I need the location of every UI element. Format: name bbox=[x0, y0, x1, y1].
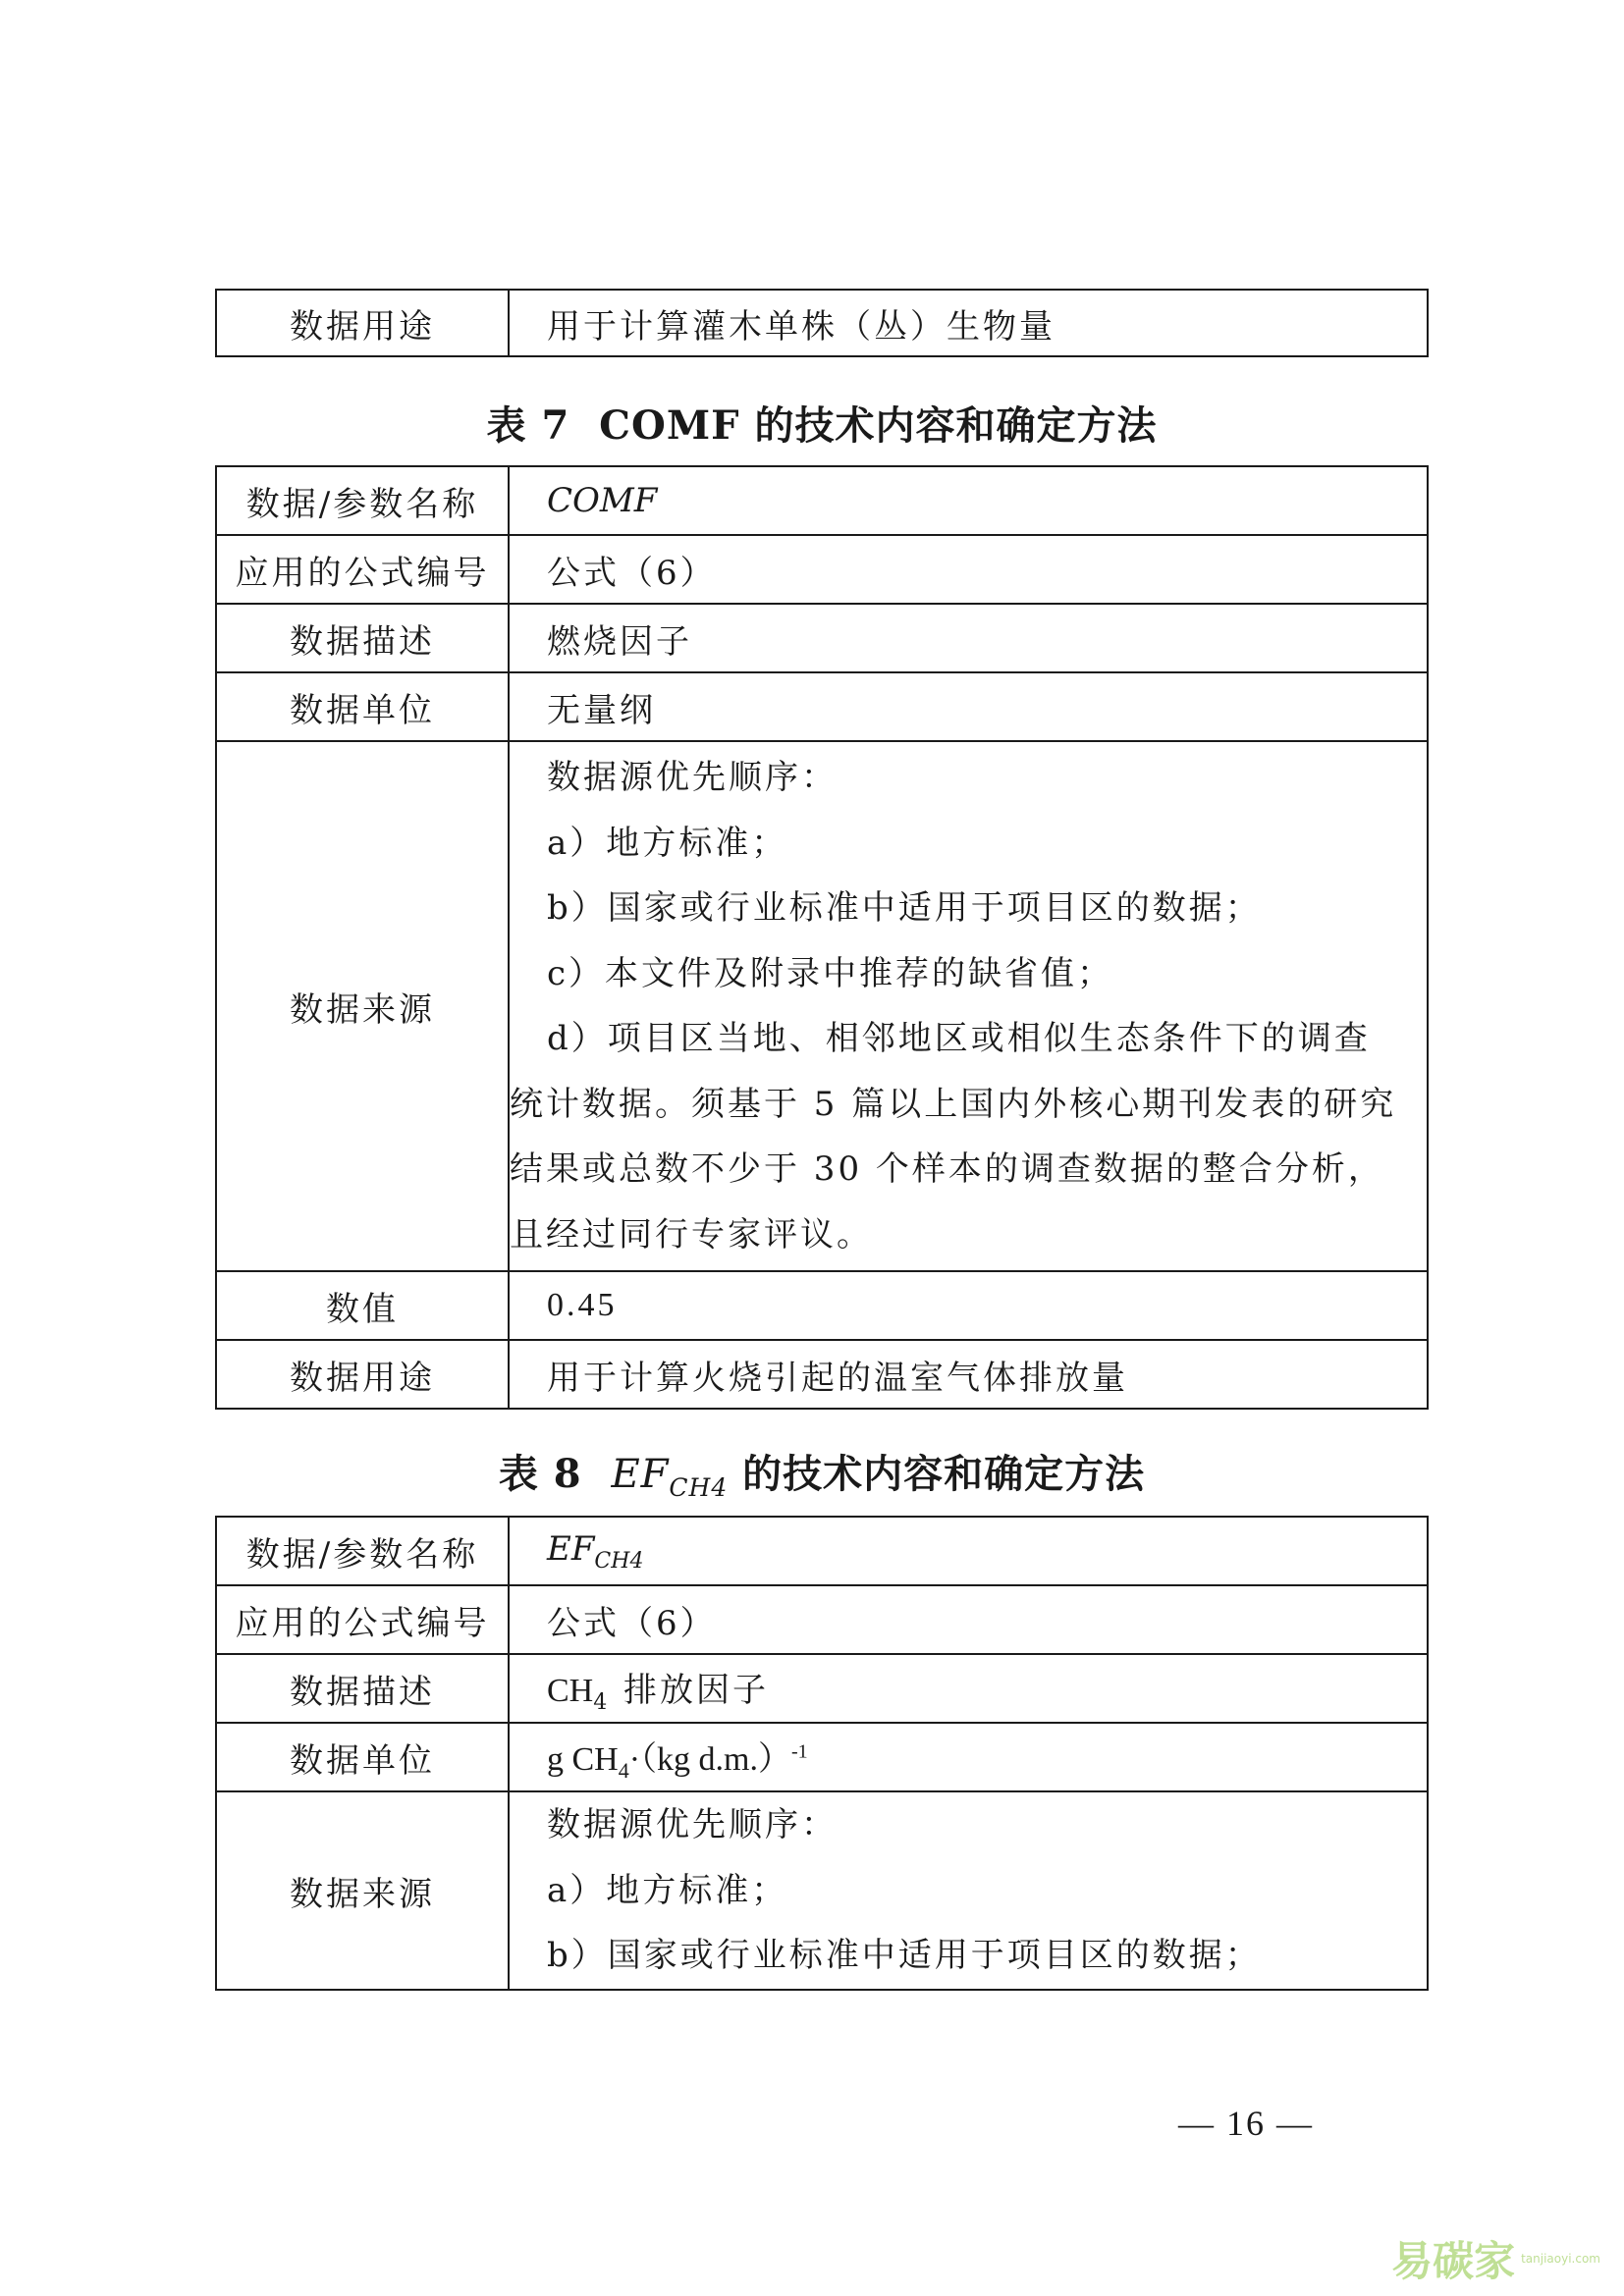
table7-caption-suffix: 的技术内容和确定方法 bbox=[754, 402, 1158, 449]
table7-caption-prefix: 表 7 bbox=[486, 402, 570, 449]
table8-source-cell bbox=[509, 1791, 1428, 1990]
table7-desc-value: 燃烧因子 bbox=[509, 604, 1428, 672]
table7-source-line: 数据源优先顺序： bbox=[547, 758, 838, 797]
table8-caption-term bbox=[611, 1452, 729, 1502]
label-data-use: 数据用途 bbox=[216, 290, 509, 356]
table7-source-lines bbox=[510, 745, 1427, 1267]
table7-source-line: a）地方标准； bbox=[547, 823, 788, 863]
table7-use-label: 数据用途 bbox=[216, 1340, 509, 1409]
table7-caption-term: COMF bbox=[599, 402, 740, 449]
table8-source-line: a）地方标准； bbox=[547, 1870, 788, 1910]
table-previous-continuation bbox=[215, 289, 1429, 357]
table7-source-line: b）国家或行业标准中适用于项目区的数据； bbox=[547, 888, 1262, 928]
table7-unit-value: 无量纲 bbox=[509, 672, 1428, 741]
watermark-logo bbox=[1391, 2229, 1600, 2288]
table8-desc-value bbox=[509, 1654, 1428, 1723]
table8-desc-rest: 排放因子 bbox=[610, 1670, 770, 1710]
watermark-text: 易碳家 bbox=[1391, 2237, 1516, 2285]
table8-unit-sub: 4 bbox=[618, 1757, 629, 1783]
table7-source-label: 数据来源 bbox=[216, 741, 509, 1271]
table7-source-line: 且经过同行专家评议。 bbox=[510, 1214, 873, 1255]
table7-param-name-value: COMF bbox=[547, 481, 658, 520]
table8-unit-value bbox=[509, 1723, 1428, 1791]
table8-unit-sup: -1 bbox=[791, 1740, 808, 1763]
table8-source-lines bbox=[510, 1792, 1427, 1989]
table8-source-label: 数据来源 bbox=[216, 1791, 509, 1990]
table8 bbox=[215, 1516, 1429, 1991]
table8-desc-chem-sub: 4 bbox=[593, 1689, 611, 1715]
table8-formula-value: 公式（6） bbox=[509, 1585, 1428, 1654]
value-data-use: 用于计算灌木单株（丛）生物量 bbox=[509, 290, 1428, 356]
table7-value-label: 数值 bbox=[216, 1271, 509, 1340]
table8-source-line: 数据源优先顺序： bbox=[547, 1805, 838, 1845]
table7-source-cell bbox=[509, 741, 1428, 1271]
table7-caption bbox=[215, 395, 1429, 451]
table8-caption-term-main: EF bbox=[611, 1452, 670, 1497]
table8-unit-label: 数据单位 bbox=[216, 1723, 509, 1791]
table7-formula-label: 应用的公式编号 bbox=[216, 535, 509, 604]
table7-source-line: d）项目区当地、相邻地区或相似生态条件下的调查 bbox=[547, 1019, 1371, 1058]
table8-caption bbox=[215, 1443, 1429, 1502]
table8-caption-suffix: 的技术内容和确定方法 bbox=[742, 1451, 1146, 1497]
page-number: — 16 — bbox=[1178, 2104, 1314, 2143]
table7-desc-label: 数据描述 bbox=[216, 604, 509, 672]
table8-param-name-main: EF bbox=[547, 1528, 595, 1569]
table8-desc-label: 数据描述 bbox=[216, 1654, 509, 1723]
table7-source-line: 结果或总数不少于 30 个样本的调查数据的整合分析， bbox=[510, 1149, 1384, 1189]
table7-use-value: 用于计算火烧引起的温室气体排放量 bbox=[509, 1340, 1428, 1409]
table7-param-name-label: 数据/参数名称 bbox=[216, 466, 509, 535]
table8-desc-chem: CH bbox=[547, 1672, 594, 1709]
table8-unit-b: ·（kg d.m.） bbox=[628, 1740, 792, 1778]
table7-source-line: c）本文件及附录中推荐的缺省值； bbox=[547, 953, 1114, 993]
table8-formula-label: 应用的公式编号 bbox=[216, 1585, 509, 1654]
table8-source-line: b）国家或行业标准中适用于项目区的数据； bbox=[547, 1936, 1262, 1976]
table7-source-line: 统计数据。须基于 5 篇以上国内外核心期刊发表的研究 bbox=[510, 1084, 1397, 1124]
table8-param-name-sub: CH4 bbox=[594, 1548, 644, 1574]
table7 bbox=[215, 465, 1429, 1410]
table8-unit-a: g CH bbox=[547, 1740, 619, 1778]
table8-param-name-value bbox=[547, 1528, 644, 1574]
table8-caption-prefix: 表 8 bbox=[498, 1451, 582, 1497]
table8-caption-term-sub: CH4 bbox=[669, 1473, 729, 1502]
table7-value-value: 0.45 bbox=[509, 1271, 1428, 1340]
watermark-domain: tanjiaoyi.com bbox=[1521, 2252, 1600, 2266]
table7-formula-value: 公式（6） bbox=[509, 535, 1428, 604]
table7-unit-label: 数据单位 bbox=[216, 672, 509, 741]
table8-param-name-label: 数据/参数名称 bbox=[216, 1517, 509, 1585]
